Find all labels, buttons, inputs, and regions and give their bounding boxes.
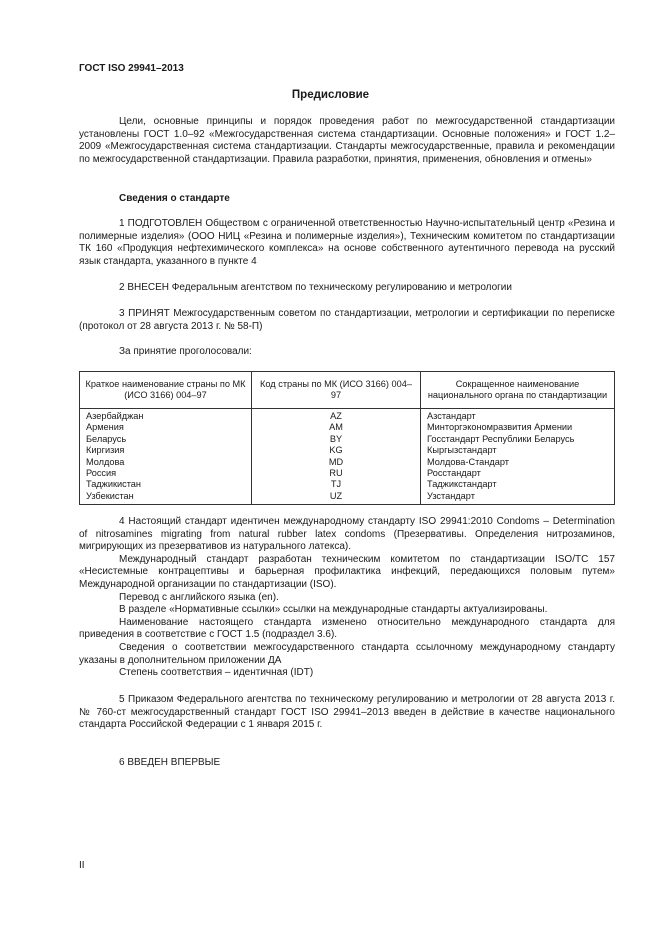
table-row (80, 491, 615, 505)
item-4-paragraph: 4 Настоящий стандарт идентичен международному стандарту ISO 29941:2010 Condoms – Determination of nitrosamines migrating from natural rubber latex condoms (Презервативы. Определения нитрозаминов, мигрирующих из презервативов из натурального латекса). (79, 516, 615, 553)
document-id-header: ГОСТ ISO 29941–2013 (79, 63, 184, 74)
code-cell: AM (252, 422, 421, 433)
section-title: Сведения о стандарте (119, 193, 230, 204)
page-title: Предисловие (291, 89, 370, 101)
agency-cell: Росстандарт (421, 468, 615, 479)
column-header-country: Краткое наименование страны по МК (ИСО 3166) 004–97 (80, 372, 252, 409)
code-cell: TJ (252, 479, 421, 490)
code-cell: BY (252, 434, 421, 445)
item-4-paragraph: Международный стандарт разработан техническим комитетом по стандартизации ISO/TC 157 «Несистемные контрацептивы и барьерная профилактика инфекций, передающихся половым путем» Международной организации по стандартизации (ISO). (79, 553, 615, 590)
item4-block (79, 516, 615, 680)
country-cell: Россия (80, 468, 252, 479)
code-cell: UZ (252, 491, 421, 505)
item-4-paragraph: Перевод с английского языка (en). (119, 591, 279, 603)
agency-cell: Молдова-Стандарт (421, 457, 615, 468)
agency-cell: Азстандарт (421, 409, 615, 423)
page-number: II (79, 860, 85, 871)
column-header-agency: Сокращенное наименование национального органа по стандартизации (421, 372, 615, 409)
table-row (80, 434, 615, 445)
item2-block (79, 282, 615, 295)
item1-block (79, 218, 615, 268)
column-header-code: Код страны по МК (ИСО 3166) 004–97 (252, 372, 421, 409)
vote-label: За принятие проголосовали: (119, 346, 252, 357)
code-cell: MD (252, 457, 421, 468)
country-cell: Армения (80, 422, 252, 433)
item5-block (79, 694, 615, 732)
country-cell: Узбекистан (80, 491, 252, 505)
country-cell: Киргизия (80, 445, 252, 456)
table-row (80, 445, 615, 456)
table-row (80, 468, 615, 479)
country-cell: Азербайджан (80, 409, 252, 423)
item-1-paragraph: 1 ПОДГОТОВЛЕН Обществом с ограниченной ответственностью Научно-испытательный центр «Резина и полимерные изделия» (ООО НИЦ «Резина и полимерные изделия»), Техническим комитетом по стандартизации ТК 160 «Продукция нефтехимического комплекса» на основе собственного аутентичного перевода на русский язык стандарта, указанного в пункте 4 (79, 218, 615, 267)
intro-paragraph: Цели, основные принципы и порядок проведения работ по межгосударственной стандартизации установлены ГОСТ 1.0–92 «Межгосударственная система стандартизации. Основные положения» и ГОСТ 1.2–2009 «Межгосударственная система стандартизации. Стандарты межгосударственные, правила и рекомендации по межгосударственной стандартизации. Правила разработки, принятия, применения, обновления и отмены» (79, 116, 615, 165)
agency-cell: Таджикстандарт (421, 479, 615, 490)
table-row (80, 479, 615, 490)
intro-paragraph-block (79, 116, 615, 166)
item-6-paragraph: 6 ВВЕДЕН ВПЕРВЫЕ (119, 757, 221, 768)
code-cell: KG (252, 445, 421, 456)
code-cell: AZ (252, 409, 421, 423)
code-cell: RU (252, 468, 421, 479)
agency-cell: Узстандарт (421, 491, 615, 505)
item-2-paragraph: 2 ВНЕСЕН Федеральным агентством по техническому регулированию и метрологии (119, 282, 512, 293)
country-cell: Молдова (80, 457, 252, 468)
country-cell: Беларусь (80, 434, 252, 445)
item-4-paragraph: В разделе «Нормативные ссылки» ссылки на международные стандарты актуализированы. (119, 604, 548, 616)
table-row (80, 422, 615, 433)
agency-cell: Минторгэкономразвития Армении (421, 422, 615, 433)
country-cell: Таджикистан (80, 479, 252, 490)
agency-cell: Госстандарт Республики Беларусь (421, 434, 615, 445)
item-5-paragraph: 5 Приказом Федерального агентства по техническому регулированию и метрологии от 28 августа 2013 г. № 760-ст межгосударственный стандарт ГОСТ ISO 29941–2013 введен в действие в качестве национального стандарта Российской Федерации с 1 января 2015 г. (79, 694, 615, 731)
agency-cell: Кыргызстандарт (421, 445, 615, 456)
table-header-row (80, 372, 615, 409)
item-3-paragraph: 3 ПРИНЯТ Межгосударственным советом по стандартизации, метрологии и сертификации по переписке (протокол от 28 августа 2013 г. № 58-П) (79, 308, 615, 332)
table-row (80, 457, 615, 468)
item-4-paragraph: Наименование настоящего стандарта изменено относительно международного стандарта для приведения в соответствие с ГОСТ 1.5 (подраздел 3.6). (79, 616, 615, 641)
item-4-paragraph: Сведения о соответствии межгосударственного стандарта ссылочному международному стандарту указаны в дополнительном приложении ДА (79, 641, 615, 666)
table-row (80, 409, 615, 423)
item-4-paragraph: Степень соответствия – идентичная (IDT) (119, 667, 314, 679)
voting-table (79, 371, 615, 505)
item3-block (79, 308, 615, 333)
